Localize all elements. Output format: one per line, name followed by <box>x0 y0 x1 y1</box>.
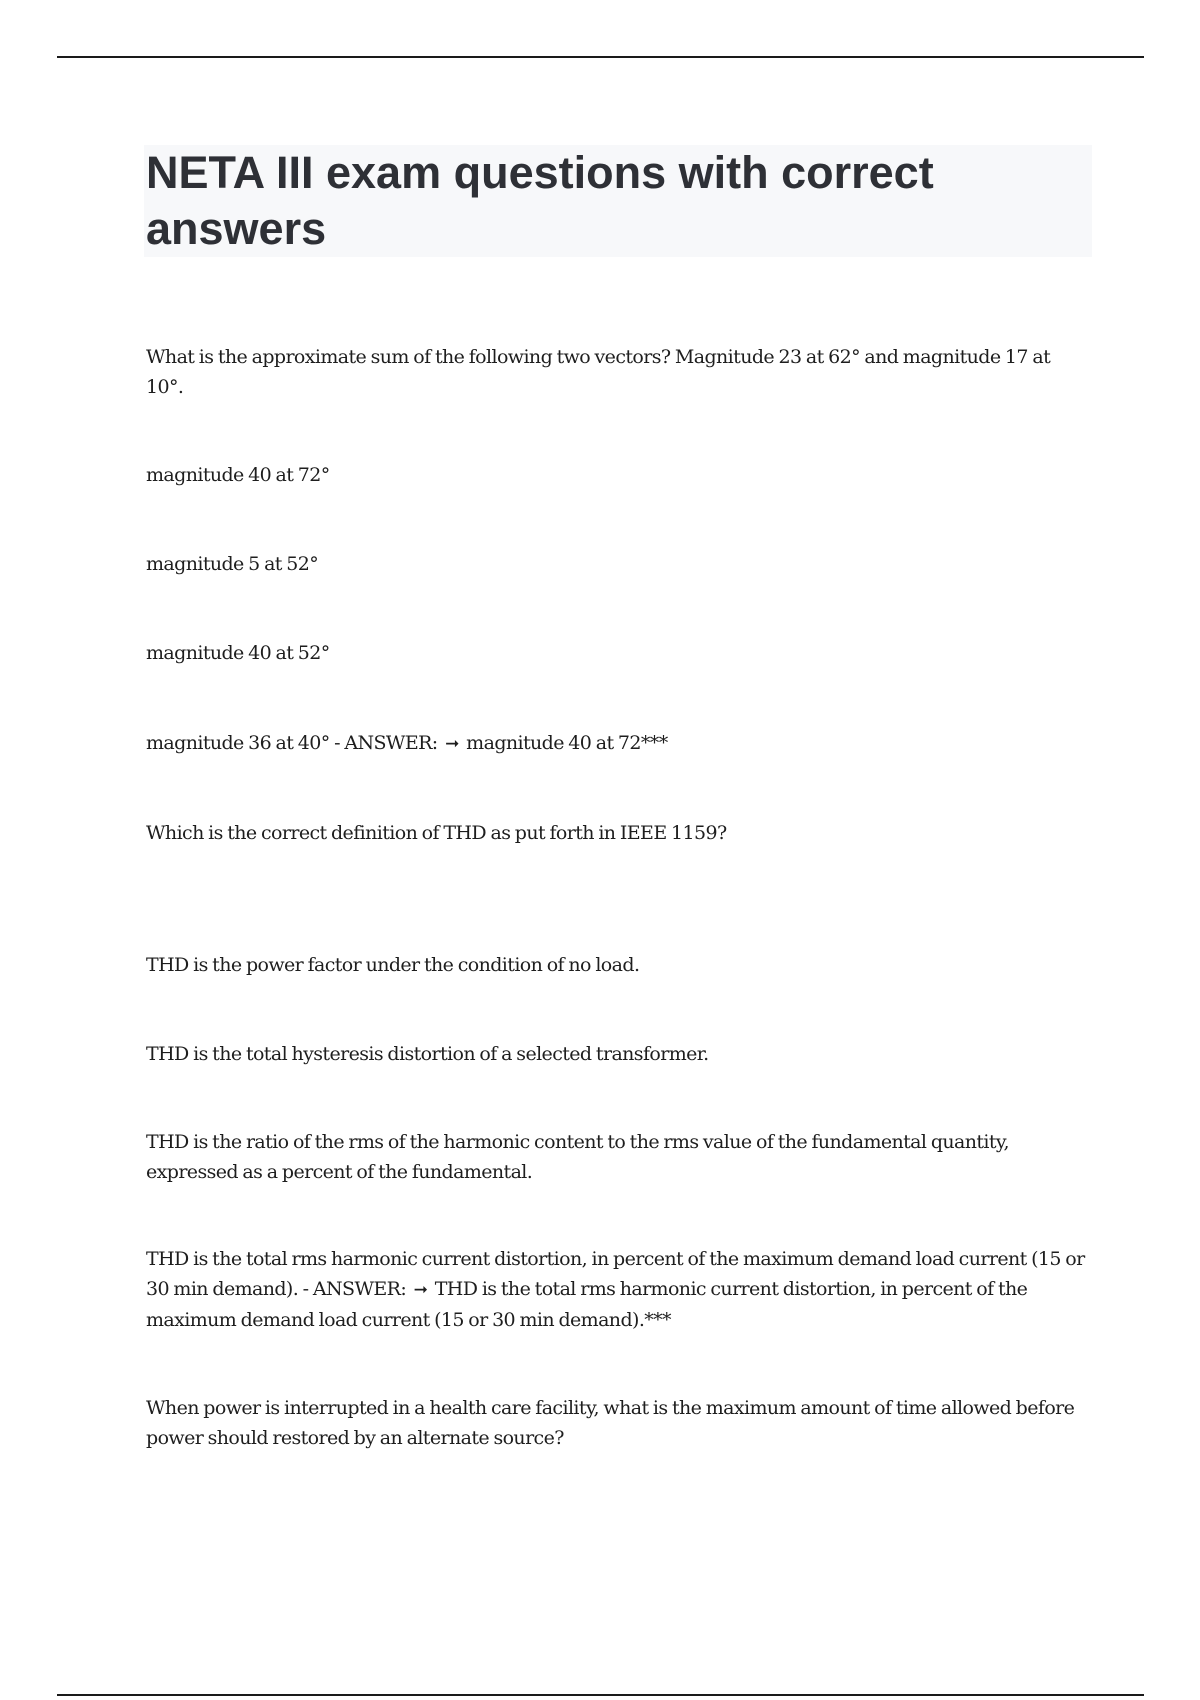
title-block <box>144 145 1092 257</box>
question-1-option-4 <box>146 728 1091 759</box>
question-1-option-2 <box>146 549 1091 579</box>
option-text: THD is the total rms harmonic current distortion, in percent of the maximum demand load current (15 or 30 min demand). - ANSWER: <box>146 1248 1085 1300</box>
question-2-option-1 <box>146 950 1091 980</box>
option-text: magnitude 40 at 52° <box>146 642 330 664</box>
option-text: magnitude 36 at 40° - ANSWER: <box>146 732 438 754</box>
option-text: THD is the power factor under the condition of no load. <box>146 954 640 976</box>
right-arrow-icon: ➞ <box>445 734 459 754</box>
option-text: magnitude 5 at 52° <box>146 553 319 575</box>
question-2-option-2 <box>146 1039 1091 1069</box>
answer-text: THD is the total rms harmonic current distortion, in percent of the maximum demand load current (15 or 30 min demand).*** <box>146 1278 1028 1331</box>
question-3 <box>146 1393 1091 1453</box>
bottom-rule <box>57 1694 1144 1696</box>
question-3-text: When power is interrupted in a health care facility, what is the maximum amount of time allowed before power should restored by an alternate source? <box>146 1397 1075 1449</box>
question-1-option-3 <box>146 638 1091 668</box>
right-arrow-icon: ➞ <box>413 1280 428 1300</box>
option-text: THD is the ratio of the rms of the harmonic content to the rms value of the fundamental quantity, expressed as a percent of the fundamental. <box>146 1131 1009 1183</box>
top-rule <box>57 56 1144 58</box>
question-1-option-1 <box>146 460 1091 490</box>
question-2-option-4 <box>146 1244 1091 1335</box>
question-1 <box>146 342 1091 402</box>
option-text: THD is the total hysteresis distortion of a selected transformer. <box>146 1043 709 1065</box>
answer-text: magnitude 40 at 72*** <box>466 732 668 754</box>
question-2 <box>146 818 1091 848</box>
question-1-text: What is the approximate sum of the following two vectors? Magnitude 23 at 62° and magnitude 17 at 10°. <box>146 346 1051 398</box>
question-2-option-3 <box>146 1127 1091 1187</box>
option-text: magnitude 40 at 72° <box>146 464 330 486</box>
document-title: NETA III exam questions with correct answers <box>146 147 934 254</box>
question-2-text: Which is the correct definition of THD as put forth in IEEE 1159? <box>146 822 727 844</box>
